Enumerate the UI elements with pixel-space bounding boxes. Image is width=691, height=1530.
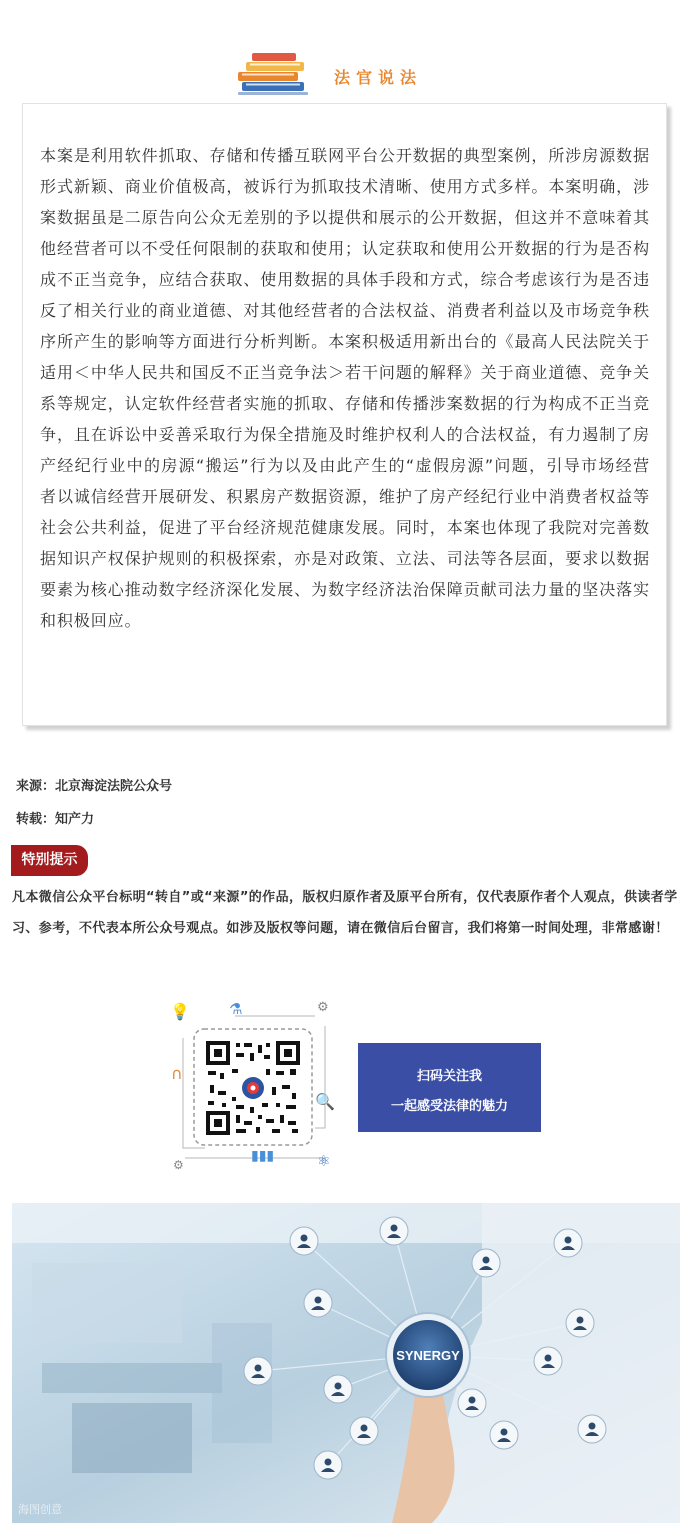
section-header <box>0 48 691 100</box>
cta-line-2: 一起感受法律的魅力 <box>390 1099 508 1114</box>
synergy-hero-image <box>12 1203 680 1523</box>
test-tubes-icon: ▮▮▮ <box>251 1148 275 1164</box>
source-line: 来源：北京海淀法院公众号 <box>16 779 173 794</box>
notice-badge: 特别提示 <box>11 845 88 876</box>
magnet-icon: ∩ <box>171 1064 183 1083</box>
section-title: 法官说法 <box>334 68 423 87</box>
gear-small-icon: ⚙ <box>173 1158 184 1172</box>
gear-icon: ⚙ <box>317 1000 329 1015</box>
follow-cta-box <box>358 1043 541 1132</box>
books-icon <box>238 52 308 96</box>
magnifier-icon: 🔍 <box>315 1092 335 1111</box>
qr-code[interactable] <box>206 1041 300 1135</box>
cta-line-1: 扫码关注我 <box>416 1069 482 1084</box>
lightbulb-icon: 💡 <box>170 1002 190 1021</box>
commentary-card <box>22 103 667 726</box>
synergy-label: SYNERGY <box>396 1348 460 1363</box>
notice-text: 凡本微信公众平台标明“转自”或“来源”的作品，版权归原作者及原平台所有，仅代表原作者个人观点，供读者学习、参考，不代表本所公众号观点。如涉及版权等问题，请在微信后台留言，我们将第一时间处理，非常感谢！ <box>12 890 678 936</box>
repost-line: 转载：知产力 <box>16 812 95 827</box>
flask-icon: ⚗ <box>229 1000 243 1018</box>
hero-watermark: 海图创意 <box>18 1503 62 1516</box>
atom-icon: ⚛ <box>317 1152 331 1170</box>
hero-illustration <box>12 1203 680 1523</box>
commentary-text: 本案是利用软件抓取、存储和传播互联网平台公开数据的典型案例，所涉房源数据形式新颖、商业价值极高，被诉行为抓取技术清晰、使用方式多样。本案明确，涉案数据虽是二原告向公众无差别的予以提供和展示的公开数据，但这并不意味着其他经营者可以不受任何限制的获取和使用；认定获取和使用公开数据的行为是否构成不正当竞争，应结合获取、使用数据的具体手段和方式，综合考虑该行为是否违反了相关行业的商业道德、对其他经营者的合法权益、消费者利益以及市场竞争秩序所产生的影响等方面进行分析判断。本案积极适用新出台的《最高人民法院关于适用＜中华人民共和国反不正当竞争法＞若干问题的解释》关于商业道德、竞争关系等规定，认定软件经营者实施的抓取、存储和传播涉案数据的行为构成不正当竞争，且在诉讼中妥善采取行为保全措施及时维护权利人的合法权益，有力遏制了房产经纪行业中的房源“搬运”行为以及由此产生的“虚假房源”问题，引导市场经营者以诚信经营开展研发、积累房产数据资源，维护了房产经纪行业中消费者权益等社会公共利益，促进了平台经济规范健康发展。同时，本案也体现了我院对完善数据知识产权保护规则的积极探索，亦是对政策、立法、司法等各层面，要求以数据要素为核心推动数字经济深化发展、为数字经济法治保障贡献司法力量的坚决落实和积极回应。 <box>40 146 650 630</box>
qr-code-area <box>165 998 345 1178</box>
